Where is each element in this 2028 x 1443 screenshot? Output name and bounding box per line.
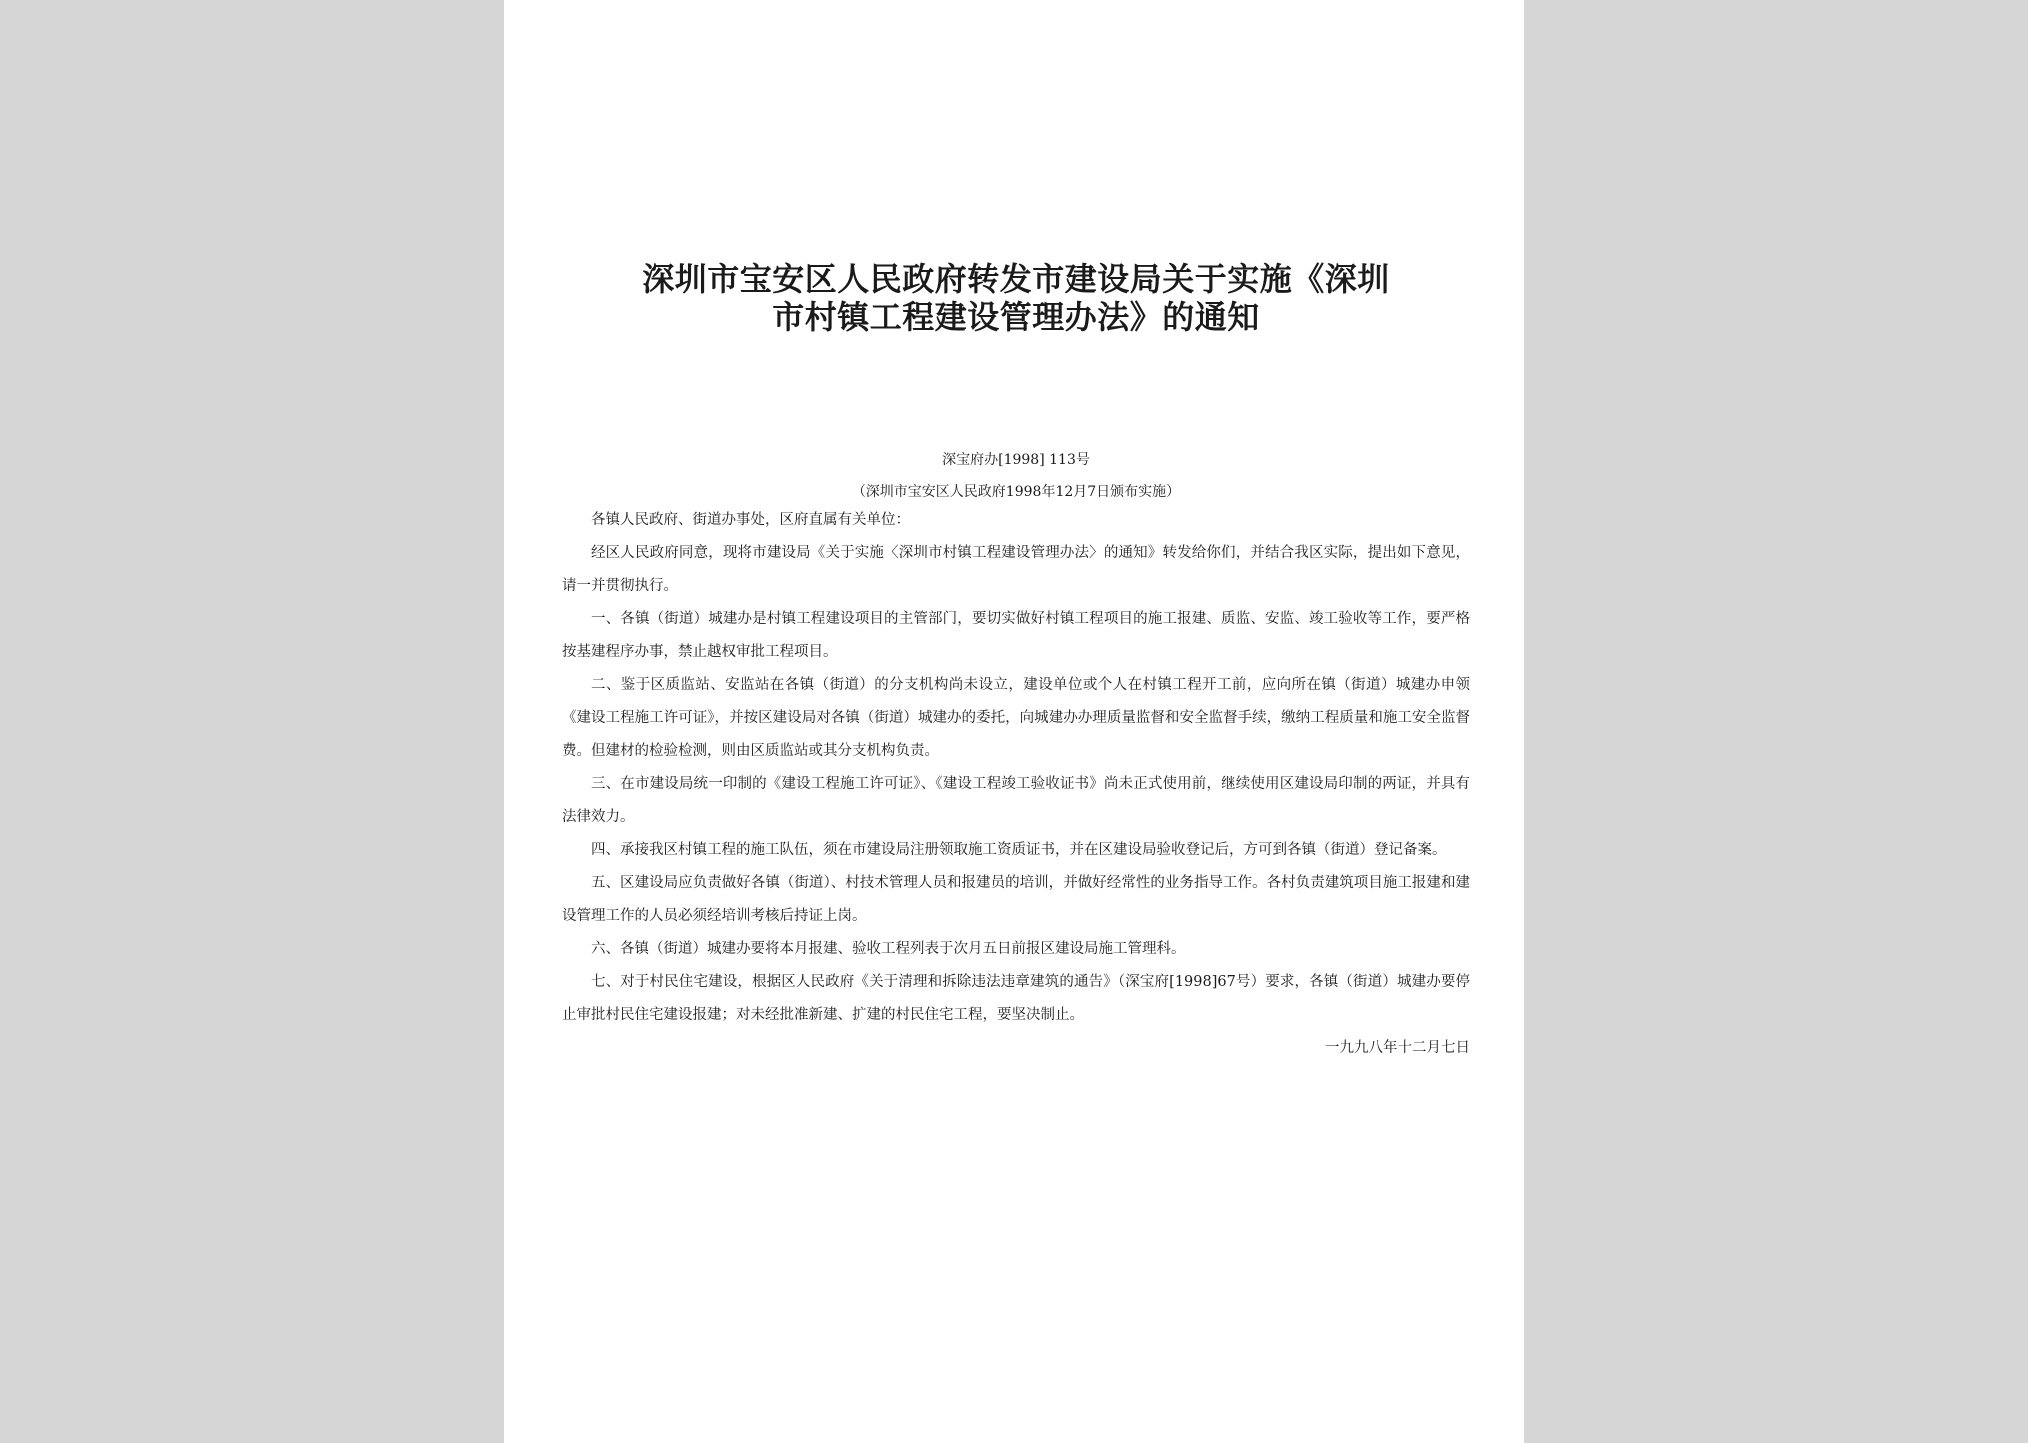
- document-page: [504, 0, 1524, 1443]
- document-body: [562, 504, 1470, 1032]
- paragraph-1: 一、各镇（街道）城建办是村镇工程建设项目的主管部门，要切实做好村镇工程项目的施工报建、质监、安监、竣工验收等工作，要严格按基建程序办事，禁止越权审批工程项目。: [562, 611, 1470, 660]
- document-number: 深宝府办[1998] 113号: [942, 452, 1090, 468]
- title-line-2: 市村镇工程建设管理办法》的通知: [772, 298, 1260, 336]
- document-content: [562, 260, 1470, 1065]
- paragraph-7: 七、对于村民住宅建设，根据区人民政府《关于清理和拆除违法违章建筑的通告》（深宝府[1998]67号）要求，各镇（街道）城建办要停止审批村民住宅建设报建；对未经批准新建、扩建的村民住宅工程，要坚决制止。: [562, 974, 1470, 1023]
- paragraph-4: 四、承接我区村镇工程的施工队伍，须在市建设局注册领取施工资质证书，并在区建设局验收登记后，方可到各镇（街道）登记备案。: [591, 842, 1447, 858]
- document-title: [562, 260, 1470, 336]
- paragraph-6: 六、各镇（街道）城建办要将本月报建、验收工程列表于次月五日前报区建设局施工管理科。: [591, 941, 1186, 957]
- issued-note: （深圳市宝安区人民政府1998年12月7日颁布实施）: [851, 484, 1181, 500]
- document-date: 一九九八年十二月七日: [1325, 1040, 1470, 1056]
- title-line-1: 深圳市宝安区人民政府转发市建设局关于实施《深圳: [642, 260, 1390, 298]
- paragraph-3: 三、在市建设局统一印制的《建设工程施工许可证》、《建设工程竣工验收证书》尚未正式使用前，继续使用区建设局印制的两证，并具有法律效力。: [562, 776, 1470, 825]
- paragraph-2: 二、鉴于区质监站、安监站在各镇（街道）的分支机构尚未设立，建设单位或个人在村镇工程开工前，应向所在镇（街道）城建办申领《建设工程施工许可证》，并按区建设局对各镇（街道）城建办的委托，向城建办办理质量监督和安全监督手续，缴纳工程质量和施工安全监督费。但建材的检验检测，则由区质监站或其分支机构负责。: [562, 677, 1470, 759]
- salutation: 各镇人民政府、街道办事处，区府直属有关单位：: [591, 512, 910, 528]
- paragraph-5: 五、区建设局应负责做好各镇（街道）、村技术管理人员和报建员的培训，并做好经常性的业务指导工作。各村负责建筑项目施工报建和建设管理工作的人员必须经培训考核后持证上岗。: [562, 875, 1470, 924]
- paragraph-intro: 经区人民政府同意，现将市建设局《关于实施〈深圳市村镇工程建设管理办法〉的通知》转发给你们，并结合我区实际，提出如下意见，请一并贯彻执行。: [562, 545, 1470, 594]
